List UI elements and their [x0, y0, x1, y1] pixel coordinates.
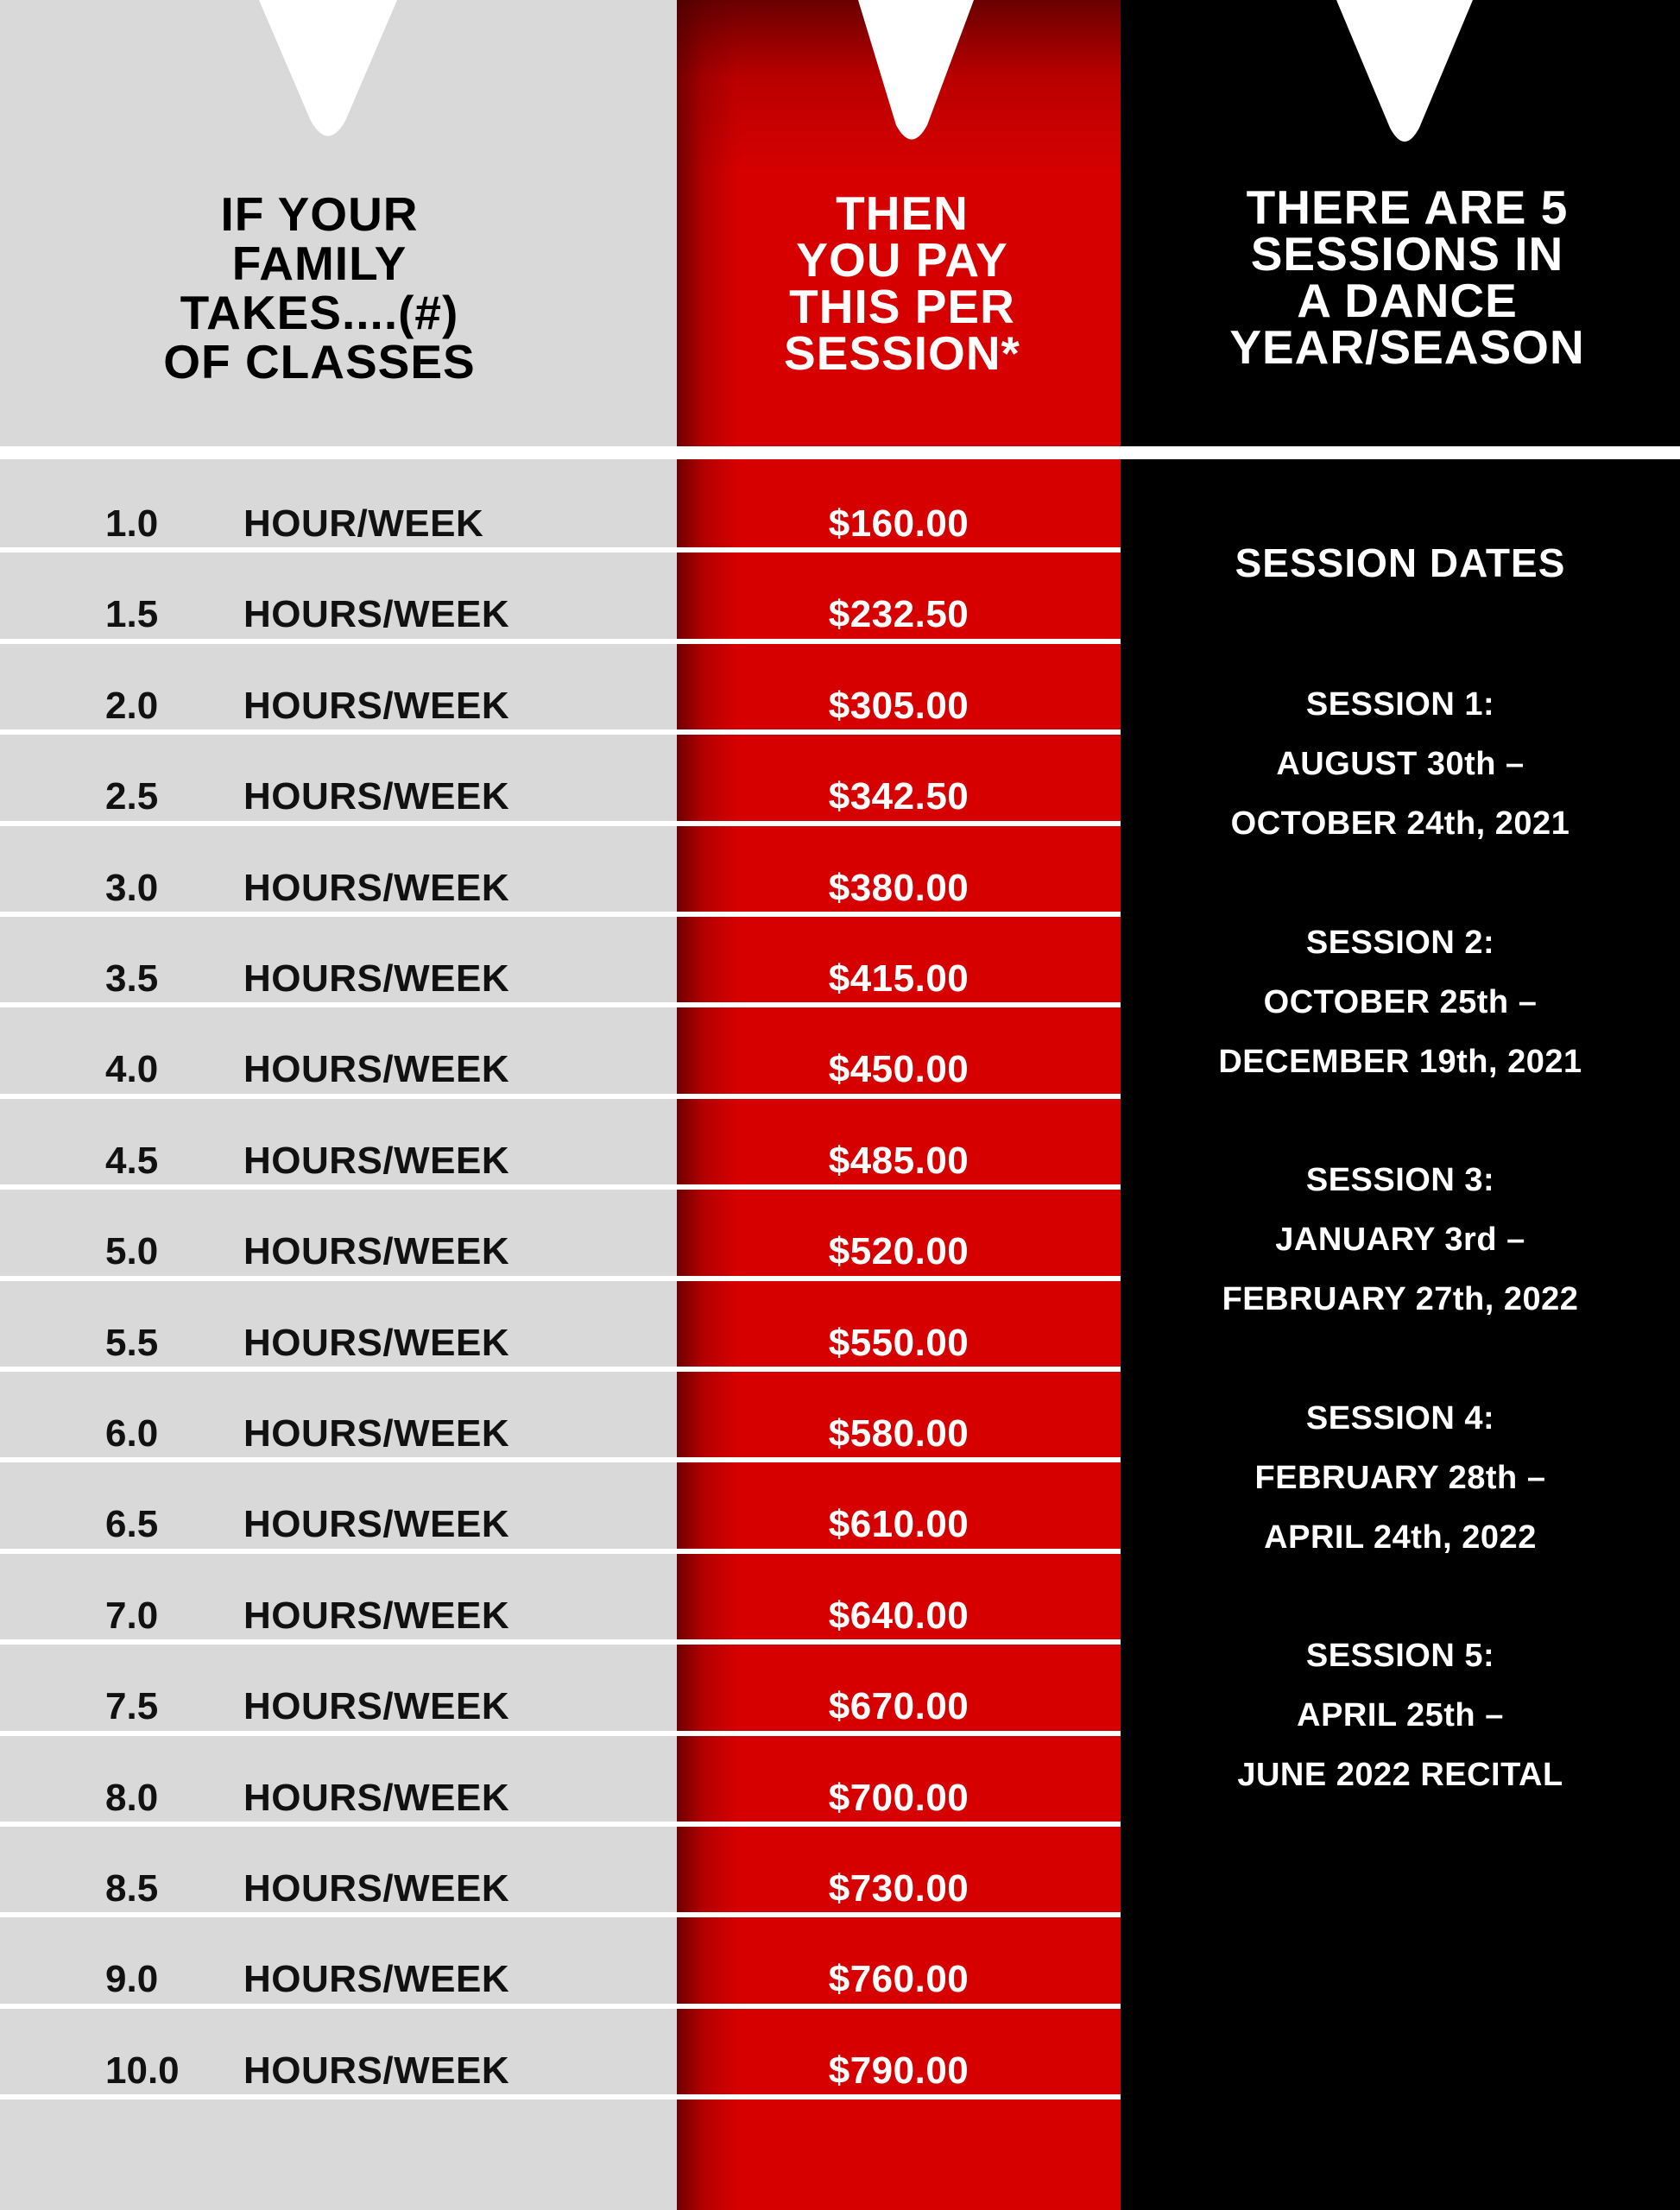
row-hours-unit: HOURS/WEEK [243, 1230, 510, 1273]
row-price: $610.00 [828, 1503, 969, 1546]
session-start: JANUARY 3rd – [1275, 1222, 1525, 1258]
row-hours-unit: HOURS/WEEK [243, 1776, 510, 1819]
row-price: $380.00 [828, 866, 969, 909]
row-hours-value: 7.0 [105, 1594, 159, 1637]
row-divider [0, 912, 1121, 917]
header-mid-line: THIS PER [789, 280, 1015, 333]
row-divider [0, 2004, 1121, 2009]
session-block [1121, 1151, 1680, 1329]
row-price: $580.00 [828, 1412, 969, 1455]
row-hours-value: 2.5 [105, 775, 159, 818]
row-divider [0, 821, 1121, 826]
row-divider [0, 547, 1121, 552]
row-price: $790.00 [828, 2049, 969, 2092]
row-hours-unit: HOURS/WEEK [243, 1412, 510, 1455]
row-hours-unit: HOURS/WEEK [243, 593, 510, 636]
header-mid-line: SESSION* [784, 326, 1020, 380]
row-price: $550.00 [828, 1321, 969, 1364]
row-hours-value: 5.0 [105, 1230, 159, 1273]
row-hours-unit: HOURS/WEEK [243, 1321, 510, 1364]
row-hours-value: 5.5 [105, 1321, 159, 1364]
session-block [1121, 1389, 1680, 1568]
row-hours-value: 1.5 [105, 593, 159, 636]
row-hours-unit: HOURS/WEEK [243, 1867, 510, 1910]
header-family-classes [104, 187, 535, 388]
row-hours-value: 3.5 [105, 957, 159, 1000]
row-price: $700.00 [828, 1776, 969, 1819]
header-left-line: OF CLASSES [163, 335, 476, 388]
row-hours-unit: HOURS/WEEK [243, 1594, 510, 1637]
row-hours-value: 6.5 [105, 1503, 159, 1546]
row-price: $640.00 [828, 1594, 969, 1637]
row-divider [0, 1276, 1121, 1281]
header-price-per-session [699, 186, 1105, 380]
session-end: OCTOBER 24th, 2021 [1230, 805, 1570, 842]
right-notch-decoration [1331, 0, 1478, 147]
row-hours-value: 8.0 [105, 1776, 159, 1819]
mid-notch-decoration [851, 0, 981, 147]
row-hours-value: 10.0 [105, 2049, 180, 2092]
row-hours-value: 6.0 [105, 1412, 159, 1455]
row-hours-unit: HOURS/WEEK [243, 1503, 510, 1546]
row-hours-value: 2.0 [105, 684, 159, 727]
row-price: $232.50 [828, 593, 969, 636]
row-hours-unit: HOURS/WEEK [243, 1685, 510, 1728]
header-right-line: THERE ARE 5 [1246, 180, 1569, 234]
row-hours-value: 7.5 [105, 1685, 159, 1728]
row-hours-unit: HOURS/WEEK [243, 957, 510, 1000]
row-hours-unit: HOURS/WEEK [243, 1958, 510, 2001]
row-price: $730.00 [828, 1867, 969, 1910]
session-end: JUNE 2022 RECITAL [1237, 1757, 1563, 1793]
session-start: AUGUST 30th – [1276, 746, 1525, 782]
row-price: $450.00 [828, 1048, 969, 1091]
session-label: SESSION 5: [1305, 1638, 1495, 1674]
row-hours-unit: HOURS/WEEK [243, 1139, 510, 1182]
session-label: SESSION 4: [1305, 1400, 1495, 1436]
row-divider [0, 1094, 1121, 1099]
row-hours-value: 3.0 [105, 866, 159, 909]
session-end: FEBRUARY 27th, 2022 [1222, 1281, 1579, 1317]
row-divider [0, 1457, 1121, 1462]
row-divider [0, 1184, 1121, 1190]
row-hours-value: 4.5 [105, 1139, 159, 1182]
row-price: $160.00 [828, 502, 969, 545]
session-dates-title: SESSION DATES [1235, 540, 1566, 585]
row-divider [0, 1549, 1121, 1554]
row-price: $415.00 [828, 957, 969, 1000]
row-hours-unit: HOURS/WEEK [243, 2049, 510, 2092]
header-right-line: A DANCE [1297, 274, 1518, 327]
row-price: $342.50 [828, 775, 969, 818]
row-hours-value: 1.0 [105, 502, 159, 545]
header-right-line: YEAR/SEASON [1229, 320, 1585, 374]
header-left-line: FAMILY [231, 237, 407, 290]
row-price: $760.00 [828, 1958, 969, 2001]
row-price: $670.00 [828, 1685, 969, 1728]
row-divider [0, 1912, 1121, 1917]
session-start: FEBRUARY 28th – [1254, 1460, 1546, 1496]
session-start: OCTOBER 25th – [1263, 984, 1538, 1020]
session-block [1121, 1626, 1680, 1805]
header-left-line: IF YOUR [220, 187, 419, 241]
row-hours-unit: HOURS/WEEK [243, 684, 510, 727]
left-notch-decoration [250, 0, 406, 142]
session-start: APRIL 25th – [1297, 1697, 1504, 1733]
session-end: APRIL 24th, 2022 [1264, 1519, 1537, 1556]
row-divider [0, 1731, 1121, 1736]
row-divider [0, 1367, 1121, 1372]
row-hours-unit: HOURS/WEEK [243, 775, 510, 818]
row-divider [0, 1822, 1121, 1827]
row-divider [0, 1002, 1121, 1007]
session-block [1121, 675, 1680, 854]
session-label: SESSION 2: [1305, 925, 1495, 961]
row-divider [0, 729, 1121, 735]
row-price: $520.00 [828, 1230, 969, 1273]
row-hours-value: 8.5 [105, 1867, 159, 1910]
session-block [1121, 913, 1680, 1092]
header-sessions-info [1174, 180, 1640, 374]
row-divider [0, 1639, 1121, 1645]
row-hours-value: 9.0 [105, 1958, 159, 2001]
header-left-line: TAKES....(#) [180, 286, 459, 339]
header-mid-line: THEN [836, 186, 969, 240]
session-label: SESSION 3: [1305, 1162, 1495, 1198]
row-hours-unit: HOURS/WEEK [243, 866, 510, 909]
row-divider [0, 2094, 1121, 2100]
row-hours-value: 4.0 [105, 1048, 159, 1091]
row-price: $305.00 [828, 684, 969, 727]
header-mid-line: YOU PAY [796, 233, 1008, 287]
row-divider [0, 639, 1121, 644]
header-divider [0, 446, 1680, 459]
session-end: DECEMBER 19th, 2021 [1218, 1044, 1582, 1080]
header-right-line: SESSIONS IN [1250, 227, 1564, 281]
row-hours-unit: HOUR/WEEK [243, 502, 484, 545]
session-label: SESSION 1: [1305, 686, 1495, 723]
row-hours-unit: HOURS/WEEK [243, 1048, 510, 1091]
row-price: $485.00 [828, 1139, 969, 1182]
